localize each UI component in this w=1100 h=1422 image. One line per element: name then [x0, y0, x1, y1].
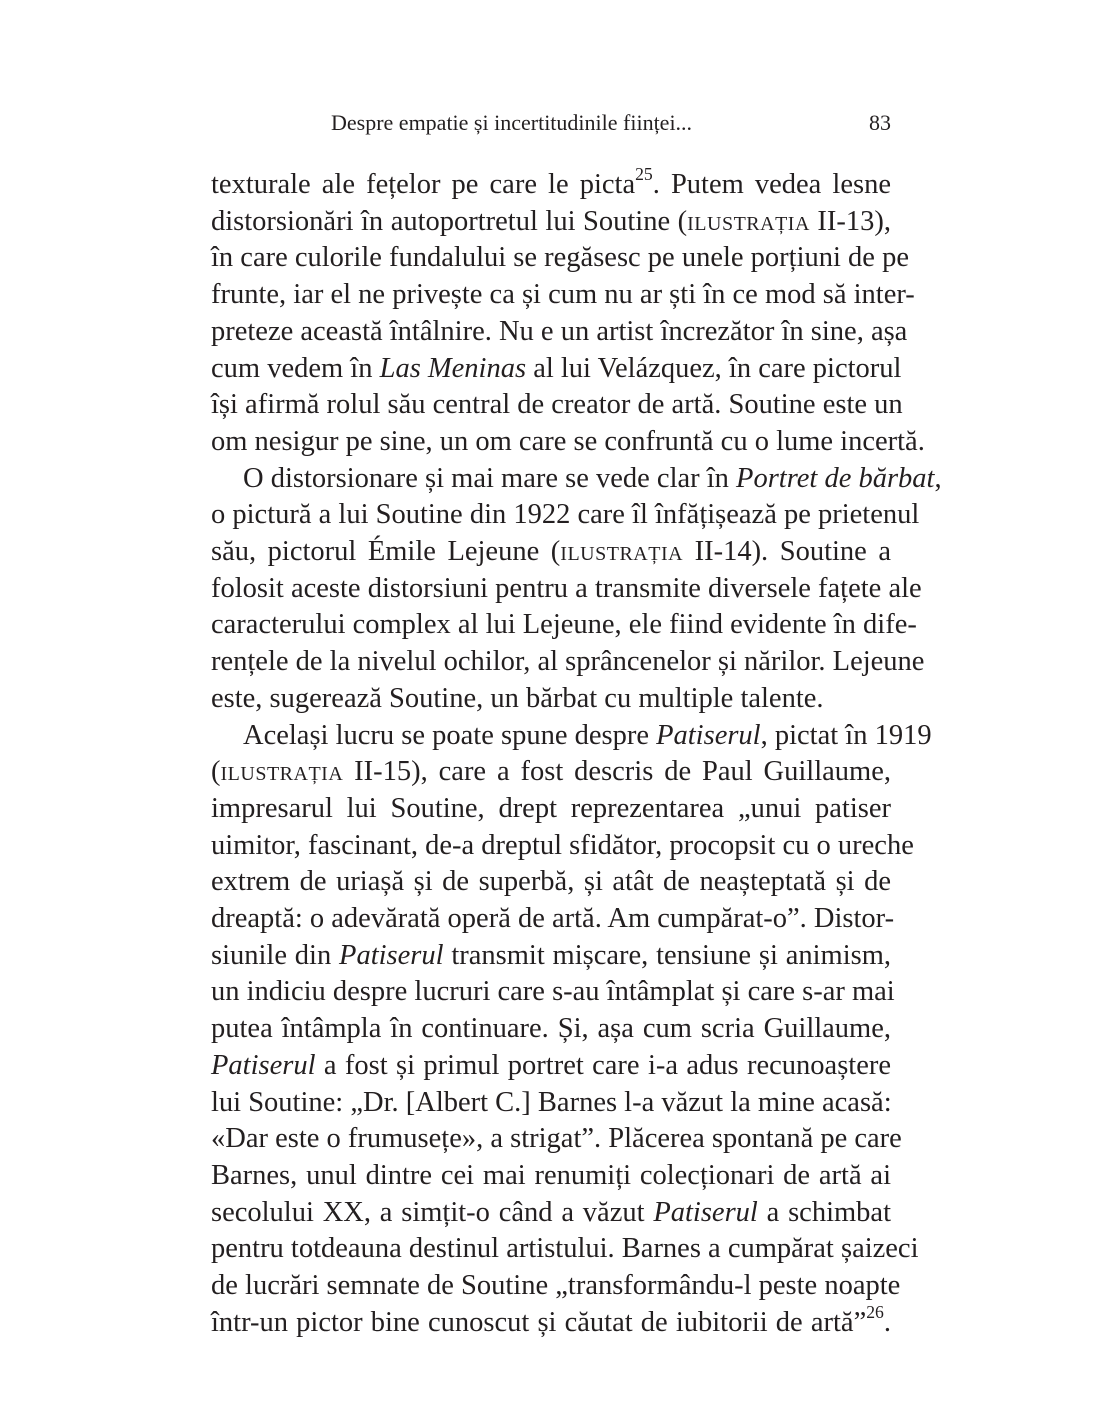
text-line: secolului XX, a simțit-o când a văzut Patiserul a schimbat [211, 1196, 891, 1228]
page-number: 83 [869, 110, 891, 135]
text-line: caracterului complex al lui Lejeune, ele fiind evidente în dife- [211, 609, 917, 641]
paragraph-3 [211, 718, 932, 1342]
text-line: frunte, iar el ne privește ca și cum nu ar ști în ce mod să inter- [211, 279, 915, 311]
artwork-title: Portret de bărbat [736, 462, 935, 494]
text-line: dreaptă: o adevărată operă de artă. Am cumpărat-o”. Distor- [211, 903, 895, 935]
text-line: lui Soutine: „Dr. [Albert C.] Barnes l-a văzut la mine acasă: [211, 1086, 892, 1118]
text-line: rențele de la nivelul ochilor, al sprâncenelor și nărilor. Lejeune [211, 646, 925, 678]
illustration-ref: ilustrația [560, 536, 684, 568]
illustration-ref: ilustrația [220, 756, 344, 788]
text-line: într-un pictor bine cunoscut și căutat de iubitorii de artă”$^{26}$. [211, 1301, 891, 1338]
text-line: siunile din Patiserul transmit mișcare, tensiune și animism, [211, 939, 891, 971]
text-line: preteze această întâlnire. Nu e un artist încrezător în sine, așa [211, 315, 908, 347]
text-line: extrem de uriașă și de superbă, și atât de neașteptată și de [211, 866, 891, 898]
text-line: texturale ale fețelor pe care le picta$^{25}$. Putem vedea lesne [211, 163, 891, 200]
text-line: un indiciu despre lucruri care s-au întâmplat și care s-ar mai [211, 976, 895, 1008]
text-line: Același lucru se poate spune despre Patiserul, pictat în 1919 [243, 719, 932, 751]
running-head [211, 106, 891, 140]
text-line: Patiserul a fost și primul portret care i-a adus recunoaștere [211, 1049, 891, 1081]
text-line: își afirmă rolul său central de creator de artă. Soutine este un [211, 389, 903, 421]
text-line: folosit aceste distorsiuni pentru a transmite diversele fațete ale [211, 572, 922, 604]
text-line: său, pictorul Émile Lejeune (ilustrația II-14). Soutine a [211, 536, 892, 568]
artwork-title: Patiserul [653, 1196, 758, 1228]
text-line: este, sugerează Soutine, un bărbat cu multiple talente. [211, 682, 824, 714]
text-line: pentru totdeauna destinul artistului. Barnes a cumpărat șaizeci [211, 1233, 919, 1265]
artwork-title: Patiserul [656, 719, 761, 751]
text-line: distorsionări în autoportretul lui Soutine (ilustrația II-13), [211, 205, 891, 237]
text-line: în care culorile fundalului se regăsesc pe unele porțiuni de pe [211, 242, 909, 274]
text-line: «Dar este o frumusețe», a strigat”. Plăcerea spontană pe care [211, 1123, 902, 1155]
body-text [211, 163, 942, 1342]
text-line: putea întâmpla în continuare. Și, așa cum scria Guillaume, [211, 1013, 891, 1045]
text-line: om nesigur pe sine, un om care se confruntă cu o lume incertă. [211, 425, 925, 457]
paragraph-1 [211, 163, 925, 461]
text-line: cum vedem în Las Meninas al lui Velázquez, în care pictorul [211, 352, 902, 384]
text-line: (ilustrația II-15), care a fost descris de Paul Guillaume, [211, 756, 891, 788]
footnote-ref-25: 25 [635, 163, 653, 184]
text-line: de lucrări semnate de Soutine „transformându-l peste noapte [211, 1270, 901, 1302]
text-line: uimitor, fascinant, de-a dreptul sfidător, procopsit cu o ureche [211, 829, 914, 861]
text-line: impresarul lui Soutine, drept reprezentarea „unui patiser [211, 792, 891, 824]
artwork-title: Patiserul [339, 939, 444, 971]
illustration-ref: ilustrația [687, 205, 810, 237]
text-line: O distorsionare și mai mare se vede clar în Portret de bărbat, [243, 462, 942, 494]
paragraph-2 [211, 461, 942, 718]
artwork-title: Patiserul [211, 1049, 316, 1081]
running-title: Despre empatie și incertitudinile ființei... [331, 110, 693, 135]
text-line: o pictură a lui Soutine din 1922 care îl înfățișează pe prietenul [211, 499, 920, 531]
footnote-ref-26: 26 [866, 1301, 884, 1322]
text-line: Barnes, unul dintre cei mai renumiți colecționari de artă ai [211, 1159, 891, 1191]
artwork-title: Las Meninas [379, 352, 527, 384]
